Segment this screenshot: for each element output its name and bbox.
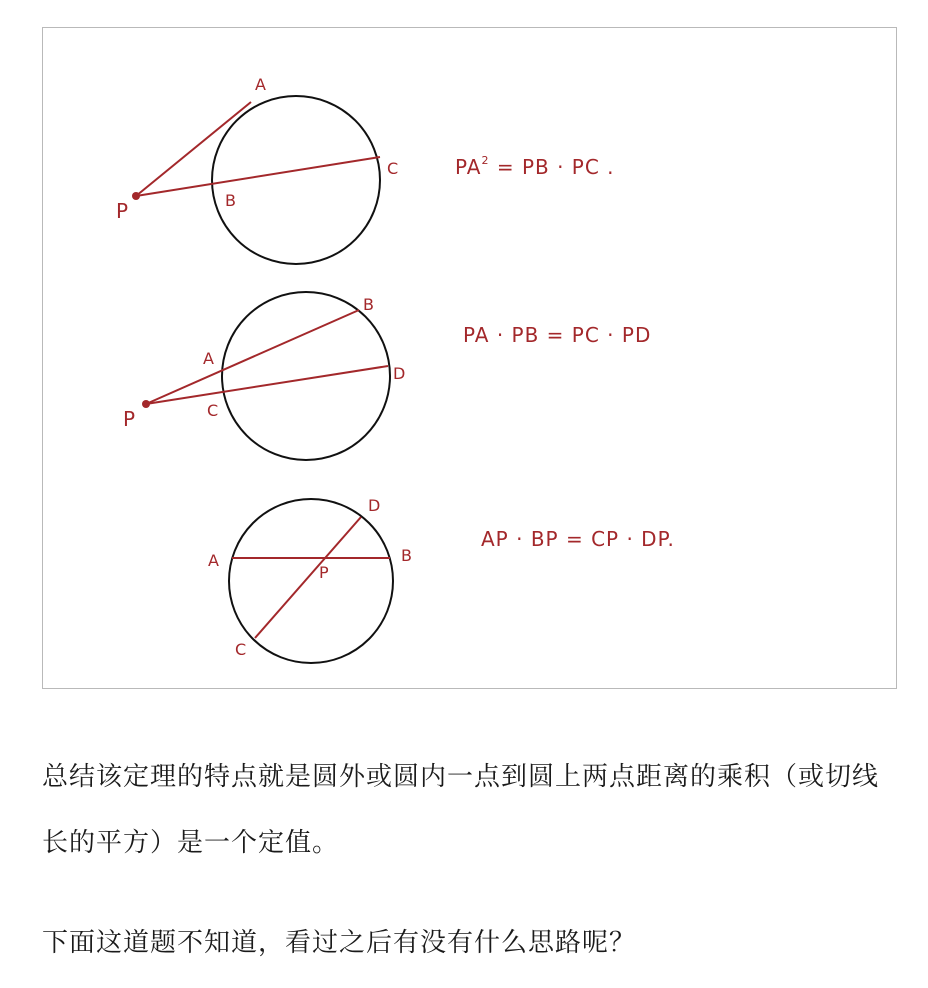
label-c: C [387, 159, 399, 178]
label-b3: B [401, 546, 412, 565]
secant-line-pd [146, 366, 388, 404]
label-c3: C [235, 640, 247, 659]
label-b2: B [363, 295, 374, 314]
formula-secants: PA · PB = PC · PD [463, 323, 652, 347]
label-d3: D [368, 496, 381, 515]
chord-cd [255, 517, 361, 638]
question-paragraph: 下面这道题不知道，看过之后有没有什么思路呢？ [42, 928, 637, 958]
formula-tangent [455, 154, 615, 179]
circle-3 [229, 499, 393, 663]
point-p2-dot [142, 400, 150, 408]
label-p3: P [319, 563, 329, 582]
tangent-line-pa [136, 102, 251, 196]
two-secants-figure [123, 292, 651, 460]
label-d2: D [393, 364, 406, 383]
label-a2: A [203, 349, 214, 368]
summary-paragraph: 总结该定理的特点就是圆外或圆内一点到圆上两点距离的乘积（或切线长的平方）是一个定值。 [42, 762, 880, 858]
point-p-dot [132, 192, 140, 200]
formula-tangent-main: PA [455, 155, 482, 179]
label-p2: P [123, 407, 136, 431]
secant-line-pc [136, 157, 380, 196]
circle-2 [222, 292, 390, 460]
label-b: B [225, 191, 236, 210]
intersecting-chords-figure [208, 496, 675, 663]
label-c2: C [207, 401, 219, 420]
figure-panel [42, 27, 897, 689]
formula-tangent-sup: 2 [481, 154, 490, 167]
power-of-point-diagram [43, 28, 898, 690]
tangent-secant-figure [116, 75, 615, 264]
label-a: A [255, 75, 266, 94]
label-p: P [116, 199, 129, 223]
label-a3: A [208, 551, 219, 570]
formula-chords: AP · BP = CP · DP. [481, 527, 675, 551]
formula-tangent-rest: = PB · PC . [489, 155, 615, 179]
secant-line-pb [146, 310, 359, 404]
